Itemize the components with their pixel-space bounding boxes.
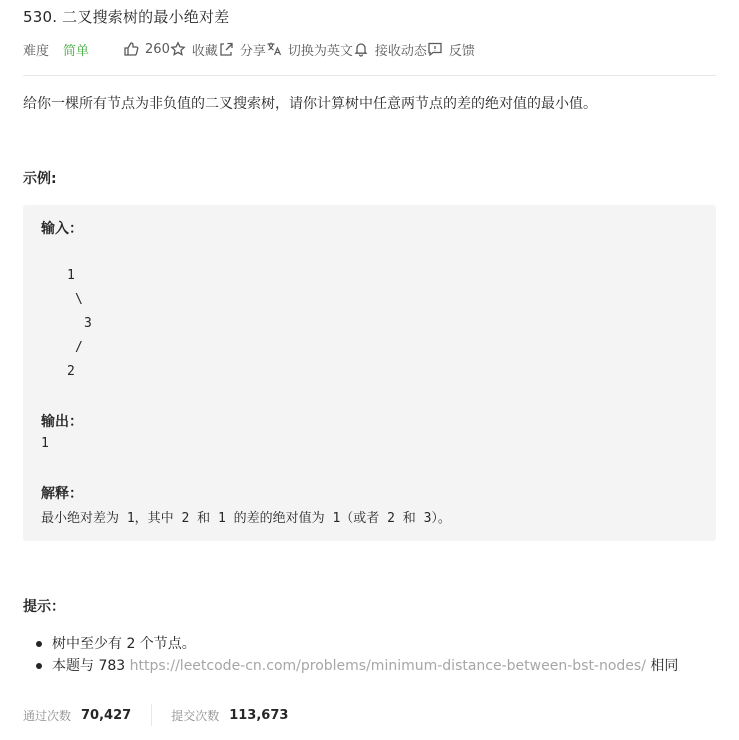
like-count: 260 — [145, 41, 170, 57]
difficulty-label: 难度 — [23, 43, 50, 59]
difficulty-badge: 简单 — [63, 43, 90, 59]
tree-node-1: 1 — [67, 268, 75, 283]
explanation-text: 最小绝对差为 1，其中 2 和 1 的差的绝对值为 1（或者 2 和 3）。 — [41, 511, 451, 526]
submission-stats — [23, 704, 288, 726]
share-icon — [218, 41, 234, 57]
feedback-icon — [427, 41, 443, 57]
problem-description: 给你一棵所有节点为非负值的二叉搜索树，请你计算树中任意两节点的差的绝对值的最小值。 — [23, 96, 597, 112]
notify-button[interactable] — [353, 40, 427, 59]
related-problem-link[interactable]: https://leetcode-cn.com/problems/minimum-distance-between-bst-nodes/ — [129, 658, 646, 674]
hint-item — [52, 633, 678, 655]
output-value: 1 — [41, 436, 49, 451]
favorite-button[interactable] — [170, 40, 218, 59]
submitted-count: 113,673 — [229, 707, 289, 723]
example-heading: 示例: — [23, 171, 57, 187]
header-divider — [23, 75, 716, 76]
problem-title: 530. 二叉搜索树的最小绝对差 — [23, 8, 230, 26]
hints-heading: 提示： — [23, 599, 65, 615]
hint-item — [52, 655, 678, 677]
submitted-label: 提交次数 — [171, 708, 220, 723]
like-button[interactable] — [123, 41, 170, 57]
bell-icon — [353, 41, 369, 57]
tree-node-3: 3 — [84, 316, 92, 331]
share-label: 分享 — [239, 43, 266, 59]
tree-edge-left: / — [75, 340, 83, 355]
stats-divider — [151, 704, 152, 726]
thumbs-up-icon — [123, 41, 139, 57]
accepted-label: 通过次数 — [23, 708, 72, 723]
hint-prefix: 本题与 783 — [52, 658, 130, 674]
problem-meta-bar — [23, 38, 475, 60]
feedback-label: 反馈 — [448, 43, 475, 59]
translate-icon — [266, 41, 282, 57]
switch-language-button[interactable] — [266, 40, 353, 59]
switch-language-label: 切换为英文 — [287, 43, 353, 59]
tree-node-2: 2 — [67, 364, 75, 379]
feedback-button[interactable] — [427, 40, 475, 59]
example-block — [23, 205, 716, 541]
output-label: 输出： — [41, 414, 83, 430]
notify-label: 接收动态 — [374, 43, 427, 59]
hint-text: 树中至少有 2 个节点。 — [52, 636, 196, 652]
hint-suffix: 相同 — [645, 658, 679, 674]
favorite-label: 收藏 — [191, 43, 218, 59]
star-icon — [170, 41, 186, 57]
input-label: 输入： — [41, 221, 83, 237]
share-button[interactable] — [218, 40, 266, 59]
explanation-label: 解释： — [41, 486, 83, 502]
tree-edge-right: \ — [75, 292, 83, 307]
accepted-count: 70,427 — [81, 707, 132, 723]
hints-list — [52, 633, 678, 677]
